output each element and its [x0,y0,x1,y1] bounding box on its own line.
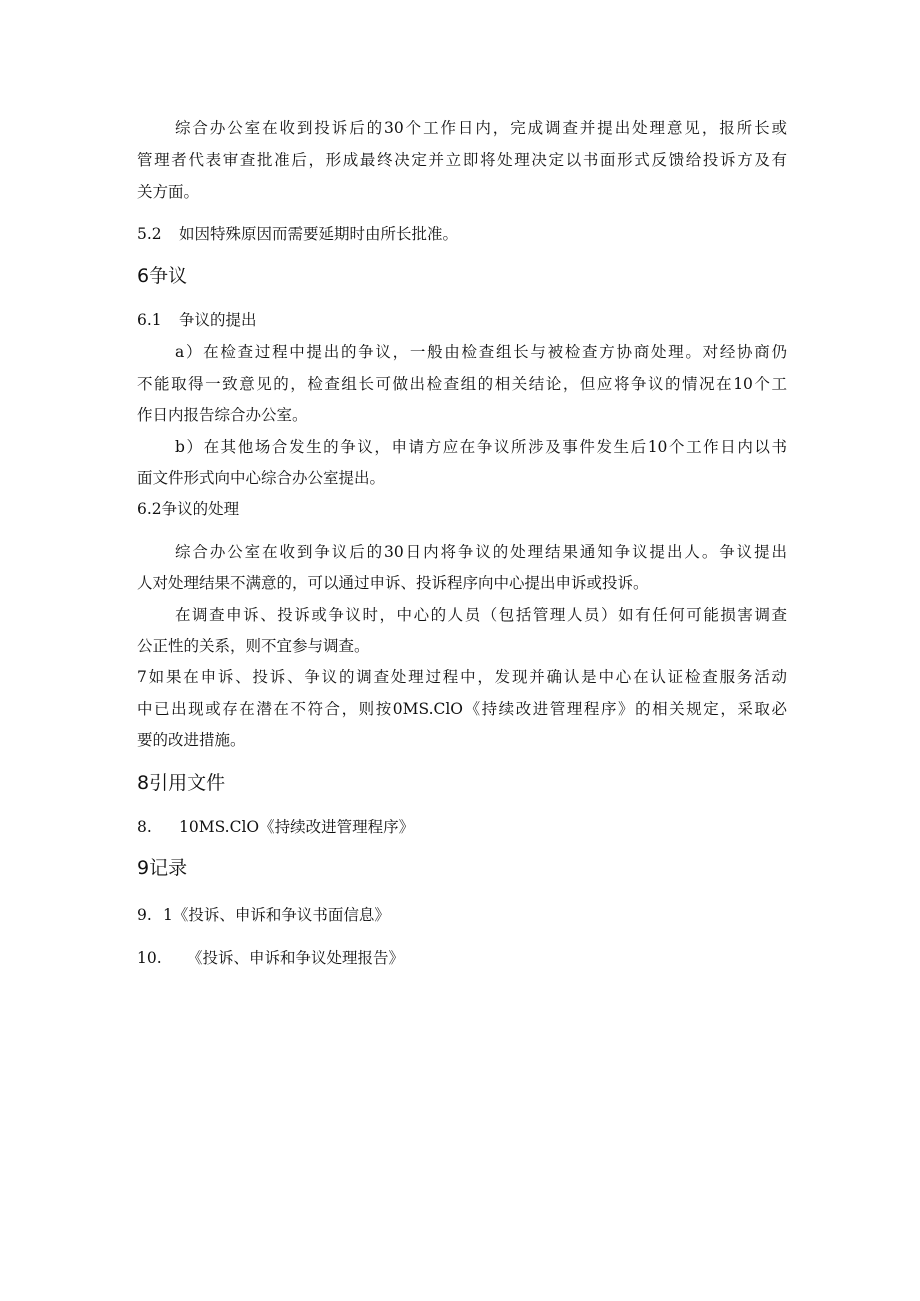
paragraph-line: 公正性的关系，则不宜参与调查。 [137,637,370,655]
item-a-line: 不能取得一致意见的，检查组长可做出检查组的相关结论，但应将争议的情况在10个工 [137,375,787,393]
section-7-line: 7如果在申诉、投诉、争议的调查处理过程中，发现并确认是中心在认证检查服务活动 [137,668,787,686]
item-b-line: 面文件形式向中心综合办公室提出。 [137,469,386,487]
paragraph-line: 关方面。 [137,183,200,201]
clause-number: 8. [137,818,152,836]
item-b-line: b）在其他场合发生的争议，申请方应在争议所涉及事件发生后10个工作日内以书 [175,438,787,456]
paragraph-line: 在调查申诉、投诉或争议时，中心的人员（包括管理人员）如有任何可能损害调查 [175,606,787,624]
clause-9-1 [137,904,787,926]
item-a-line: 作日内报告综合办公室。 [137,406,308,424]
section-heading-6: 6争议 [137,265,188,287]
clause-text: 争议的提出 [179,311,257,329]
clause-6-1 [137,309,787,331]
clause-5-2 [137,223,787,245]
section-heading-9: 9记录 [137,857,188,879]
section-7-line: 要的改进措施。 [137,731,246,749]
section-heading-8: 8引用文件 [137,772,226,794]
clause-text: 10MS.ClO《持续改进管理程序》 [179,818,415,836]
clause-number: 5.2 [137,225,162,243]
clause-text: 《投诉、申诉和争议处理报告》 [187,949,405,967]
section-7-line: 中已出现或存在潜在不符合，则按0MS.ClO《持续改进管理程序》的相关规定，采取必 [137,700,787,718]
paragraph-line: 人对处理结果不满意的，可以通过申诉、投诉程序向中心提出申诉或投诉。 [137,574,649,592]
clause-8 [137,816,787,838]
clause-number: 10. [137,949,162,967]
paragraph-line: 综合办公室在收到争议后的30日内将争议的处理结果通知争议提出人。争议提出 [175,543,787,561]
clause-10 [137,947,787,969]
clause-number: 9. [137,906,152,924]
item-a-line: a）在检查过程中提出的争议，一般由检查组长与被检查方协商处理。对经协商仍 [175,343,787,361]
clause-6-2: 6.2争议的处理 [137,500,240,518]
clause-text: 如因特殊原因而需要延期时由所长批准。 [179,225,459,243]
paragraph-line: 管理者代表审查批准后，形成最终决定并立即将处理决定以书面形式反馈给投诉方及有 [137,151,787,169]
paragraph-line: 综合办公室在收到投诉后的30个工作日内，完成调查并提出处理意见，报所长或 [175,119,787,137]
clause-number: 6.1 [137,311,162,329]
clause-text: 1《投诉、申诉和争议书面信息》 [163,906,390,924]
